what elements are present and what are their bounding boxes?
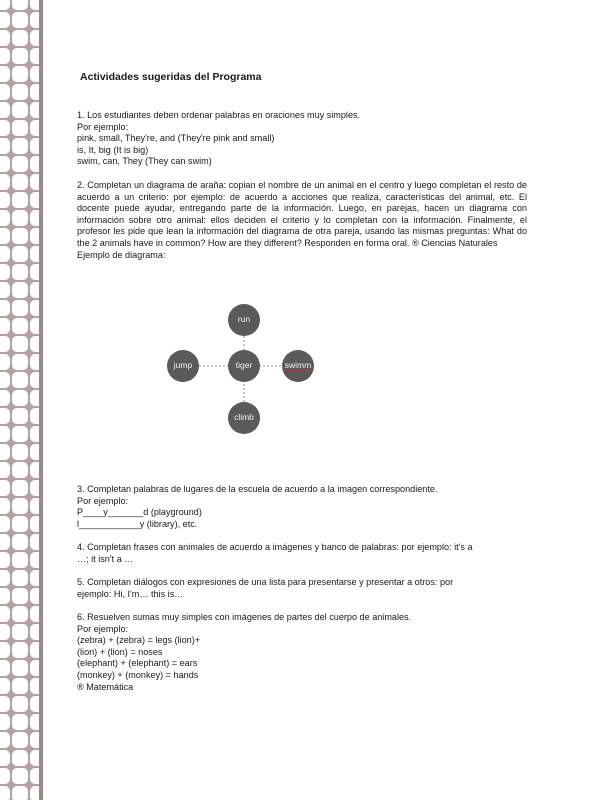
- sidebar-tile: [0, 768, 10, 784]
- sidebar-tile: [12, 192, 28, 208]
- sidebar-tile: [0, 102, 10, 118]
- sidebar-tile: [0, 516, 10, 532]
- activity-5-line: 5. Completan diálogos con expresiones de una lista para presentarse y presentar a otros: por: [77, 577, 454, 587]
- activity-1-line: pink, small, They're, and (They're pink and small): [77, 133, 275, 144]
- activity-1: [77, 110, 527, 168]
- sidebar-tile: [0, 300, 10, 316]
- page-title: Actividades sugeridas del Programa: [80, 71, 262, 83]
- sidebar-tile: [12, 354, 28, 370]
- sidebar-edge: [39, 0, 43, 800]
- sidebar-tile: [12, 372, 28, 388]
- sidebar-tile: [12, 606, 28, 622]
- activity-1-line: swim, can, They (They can swim): [77, 156, 212, 167]
- sidebar-tile: [0, 12, 10, 28]
- sidebar-tile: [0, 444, 10, 460]
- sidebar-tile: [12, 102, 28, 118]
- sidebar-tile: [12, 516, 28, 532]
- diagram-node-right: swimm: [282, 350, 314, 382]
- activity-5-line: ejemplo: Hi, I'm… this is…: [77, 588, 184, 599]
- activity-6-line: 6. Resuelven sumas muy simples con imágenes de partes del cuerpo de animales.: [77, 612, 412, 622]
- sidebar-tile: [12, 444, 28, 460]
- activity-1-line: 1. Los estudiantes deben ordenar palabras en oraciones muy simples.: [77, 110, 361, 120]
- sidebar-tile-pattern: [0, 0, 43, 800]
- sidebar-tile: [0, 660, 10, 676]
- sidebar-tile: [12, 66, 28, 82]
- activity-3-line: l____________y (library), etc.: [77, 518, 198, 529]
- sidebar-tile: [0, 678, 10, 694]
- sidebar-tile: [12, 48, 28, 64]
- sidebar-tile: [12, 282, 28, 298]
- sidebar-tile: [12, 624, 28, 640]
- sidebar-tile: [0, 84, 10, 100]
- sidebar-tile: [12, 426, 28, 442]
- sidebar-tile: [0, 696, 10, 712]
- sidebar-tile: [12, 552, 28, 568]
- sidebar-tile: [12, 228, 28, 244]
- sidebar-tile: [12, 660, 28, 676]
- sidebar-tile: [0, 570, 10, 586]
- activity-6-line: (lion) + (lion) = noses: [77, 646, 163, 657]
- sidebar-tile: [12, 732, 28, 748]
- sidebar-tile: [0, 174, 10, 190]
- sidebar-tile: [0, 264, 10, 280]
- activity-3: [77, 484, 527, 530]
- sidebar-tile: [12, 714, 28, 730]
- sidebar-tile: [0, 714, 10, 730]
- sidebar-tile: [12, 300, 28, 316]
- sidebar-tile: [12, 696, 28, 712]
- sidebar-tile: [0, 480, 10, 496]
- spider-diagram: [162, 300, 327, 435]
- sidebar-tile: [0, 462, 10, 478]
- diagram-node-top: run: [228, 304, 260, 336]
- sidebar-tile: [0, 282, 10, 298]
- sidebar-tile: [0, 588, 10, 604]
- activity-6-line: (elephant) + (elephant) = ears: [77, 658, 198, 669]
- sidebar-tile: [12, 390, 28, 406]
- sidebar-tile: [0, 534, 10, 550]
- sidebar-tile: [12, 84, 28, 100]
- sidebar-tile: [0, 426, 10, 442]
- sidebar-tile: [12, 750, 28, 766]
- sidebar-tile: [0, 30, 10, 46]
- diagram-example-label: Ejemplo de diagrama:: [77, 249, 166, 260]
- sidebar-tile: [12, 174, 28, 190]
- sidebar-tile: [0, 642, 10, 658]
- sidebar-tile: [12, 120, 28, 136]
- activity-4-line: 4. Completan frases con animales de acuerdo a imágenes y banco de palabras: por ejemplo: it's a: [77, 542, 473, 552]
- sidebar-tile: [12, 642, 28, 658]
- sidebar-tile: [0, 498, 10, 514]
- sidebar-tile: [0, 192, 10, 208]
- sidebar-tile: [0, 120, 10, 136]
- sidebar-tile: [12, 768, 28, 784]
- sidebar-tile: [0, 372, 10, 388]
- sidebar-tile: [12, 480, 28, 496]
- sidebar-tile: [12, 408, 28, 424]
- sidebar-tile: [12, 570, 28, 586]
- diagram-node-center: tiger: [228, 350, 260, 382]
- activity-3-line: 3. Completan palabras de lugares de la escuela de acuerdo a la imagen correspondiente.: [77, 484, 438, 494]
- sidebar-tile: [0, 48, 10, 64]
- sidebar-tile: [0, 156, 10, 172]
- sidebar-tile: [0, 732, 10, 748]
- activity-6: [77, 612, 527, 693]
- sidebar-tile: [12, 318, 28, 334]
- activity-6-line: ® Matemática: [77, 681, 134, 692]
- activity-1-line: Por ejemplo:: [77, 121, 129, 132]
- sidebar-tile: [0, 750, 10, 766]
- activity-6-line: (zebra) + (zebra) = legs (lion)+: [77, 635, 201, 646]
- activity-4: [77, 542, 527, 565]
- sidebar-tile: [12, 12, 28, 28]
- sidebar-tile: [0, 66, 10, 82]
- sidebar-tile: [12, 588, 28, 604]
- sidebar-tile: [12, 498, 28, 514]
- activity-6-line: Por ejemplo:: [77, 623, 129, 634]
- activity-6-line: (monkey) + (monkey) = hands: [77, 669, 199, 680]
- sidebar-tile: [0, 210, 10, 226]
- activity-2-text: 2. Completan un diagrama de araña: copian el nombre de un animal en el centro y luego completan el resto de acuerdo a un criterio: por ejemplo: de acuerdo a acciones que realiza, características del animal, etc. El docente puede ayudar, entregando parte de la información. Luego, en parejas, hacen un diagrama con información sobre otro animal: ellos deciden el criterio y lo completan con la información. Finalmente, el profesor les pide que lean la información del diagrama de otra pareja, usando las mismas preguntas: What do the 2 animals have in common? How are they different? Responden en forma oral. ® Ciencias Naturales: [77, 180, 527, 248]
- sidebar-tile: [0, 606, 10, 622]
- sidebar-tile: [12, 264, 28, 280]
- sidebar-tile: [12, 210, 28, 226]
- activity-3-line: P____y_______d (playground): [77, 507, 202, 518]
- activity-3-line: Por ejemplo:: [77, 495, 129, 506]
- activity-1-line: is, It, big (It is big): [77, 144, 149, 155]
- sidebar-tile: [0, 228, 10, 244]
- sidebar-tile: [0, 138, 10, 154]
- sidebar-tile: [12, 462, 28, 478]
- sidebar-tile: [12, 678, 28, 694]
- sidebar-tile: [12, 156, 28, 172]
- diagram-node-bottom: climb: [228, 402, 260, 434]
- sidebar-tile: [12, 0, 28, 10]
- sidebar-tile: [0, 408, 10, 424]
- activity-4-line: …; it isn't a …: [77, 553, 134, 564]
- sidebar-tile: [0, 552, 10, 568]
- sidebar-tile: [0, 624, 10, 640]
- activity-5: [77, 577, 527, 600]
- sidebar-tile: [0, 390, 10, 406]
- sidebar-tile: [12, 786, 28, 800]
- diagram-node-left: jump: [167, 350, 199, 382]
- sidebar-tile: [0, 318, 10, 334]
- decorative-sidebar: [0, 0, 43, 800]
- sidebar-tile: [0, 786, 10, 800]
- sidebar-tile: [12, 138, 28, 154]
- sidebar-tile: [0, 336, 10, 352]
- sidebar-tile: [0, 246, 10, 262]
- sidebar-tile: [12, 246, 28, 262]
- sidebar-tile: [12, 30, 28, 46]
- sidebar-tile: [12, 336, 28, 352]
- sidebar-tile: [12, 534, 28, 550]
- sidebar-tile: [0, 0, 10, 10]
- activity-2: [77, 180, 527, 261]
- sidebar-tile: [0, 354, 10, 370]
